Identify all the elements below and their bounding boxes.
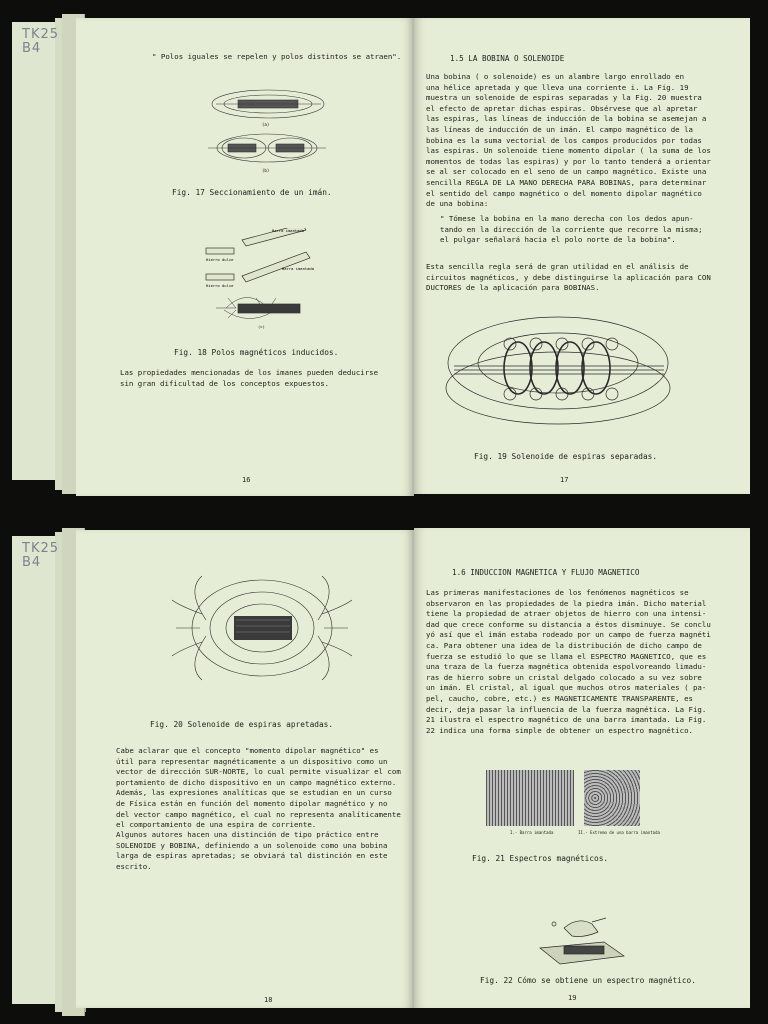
fig21-spectrum-bar-end [584,770,640,826]
fig18-induced-poles [76,228,414,338]
fig17-magnet-sections [76,82,414,192]
paragraph: Las propiedades mencionadas de los imanes pueden deducirse sin gran dificultad de los conceptos expuestos. [120,368,379,388]
page-number: 17 [560,476,569,484]
fig17-label-a: (a) [262,122,270,127]
fig20-caption: Fig. 20 Solenoide de espiras apretadas. [150,720,334,729]
top-spread [0,0,768,505]
paragraph: Esta sencilla regla será de gran utilidad en el análisis de circuitos magnéticos, y debe distinguirse la aplicación para CON DUCTORES de la aplicación para BOBINAS. [426,262,711,293]
fig19-solenoid-separated [414,308,750,438]
paragraph: Una bobina ( o solenoide) es un alambre largo enrollado en una hélice apretada y que lleva una corriente i. La Fig. 19 muestra un solenoide de espiras separadas y la Fig. 20 muestra el efecto de apretar dichas espiras. Obsérvese que al apretar las espiras, las líneas de inducción de la bobina se asemejan a las líneas de inducción de un imán. El campo magnético de la bobina es la suma vectorial de los campos producidos por todas las espiras. Un solenoide tiene momento dipolar ( la suma de los momentos de todas las espiras) y por lo tanto tenderá a orientar se al ser colocado en el seno de un campo magnético. Existe una sencilla REGLA DE LA MANO DERECHA PARA BOBINAS, para determinar el sentido del campo magnético o del momento dipolar magnético de una bobina: [426,72,711,209]
bottom-spread [0,520,768,1020]
pencil-call-number: TK25 B4 [22,541,60,570]
paragraph: Algunos autores hacen una distinción de tipo práctico entre SOLENOIDE y BOBINA, definiendo a un solenoide como una bobina larga de espiras apretadas; se obviará tal distinción en este escrito. [116,830,388,871]
fig21-sublabel: II.- Extremo de una barra imantada [578,830,660,835]
fig18-label-barra2: Barra imantada [282,266,315,271]
fig18-label-hierro1: Hierro dulce [206,257,234,262]
paragraph: Cabe aclarar que el concepto "momento dipolar magnético" es útil para representar magnéticamente a un dispositivo como un vector de dirección SUR-NORTE, lo cual permite visualizar el com portamiento de dicho dispositivo en un campo magnético externo. Además, las expresiones analíticas que se estudian en un curso de Física están en función del momento dipolar magnético y no del vector campo magnético, el cual no representa analíticamente el comportamiento de una espira de corriente. [116,746,401,830]
fig20-solenoid-tight [76,570,414,700]
page-number: 19 [568,994,577,1002]
pencil-call-number: TK25 B4 [22,27,60,56]
quote-text: " Polos iguales se repelen y polos distintos se atraen". [152,52,402,61]
fig18-label-c: (c) [258,324,265,329]
fig22-caption: Fig. 22 Cómo se obtiene un espectro magnético. [480,976,696,985]
fig17-label-b: (b) [262,168,270,173]
fig18-caption: Fig. 18 Polos magnéticos inducidos. [174,348,339,357]
rule-quote: " Tómese la bobina en la mano derecha con los dedos apun- tando en la dirección de la corriente que recorre la misma; el pulgar señalará hacia el polo norte de la bobina". [440,214,703,245]
paragraph: Las primeras manifestaciones de los fenómenos magnéticos se observaron en las propiedades de la piedra imán. Dicho material tiene la propiedad de atraer objetos de hierro con una intensi- dad que crece conforme su distancia a éstos disminuye. Se conclu yó así que el imán estaba rodeado por un campo de fuerza magnéti ca. Para obtener una idea de la distribución de dicho campo de fuerza se estudió lo que se llama el ESPECTRO MAGNETICO, que es una traza de la fuerza magnética obtenida espolvoreando limadu- ras de hierro sobre un cristal delgado colocado a su vez sobre un imán. El cristal, al igual que muchos otros materiales ( pa- pel, caucho, cobre, etc.) es MAGNETICAMENTE TRANSPARENTE, es decir, deja pasar la influencia de la fuerza magnética. La Fig. 21 ilustra el espectro magnético de una barra imantada. La Fig. 22 indica una forma simple de obtener un espectro magnético. [426,588,711,735]
fig21-sublabel: I.- Barra imantada [510,830,554,835]
page-19 [414,528,750,1008]
fig21-caption: Fig. 21 Espectros magnéticos. [472,854,609,863]
page-number: 16 [242,476,251,484]
page-number: 18 [264,996,273,1004]
fig18-label-hierro2: Hierro dulce [206,283,234,288]
fig21-spectrum-bar [486,770,574,826]
fig18-label-barra1: Barra imantada [272,228,305,233]
fig19-caption: Fig. 19 Solenoide de espiras separadas. [474,452,658,461]
page-16 [76,18,414,496]
fig22-spectrum-setup [414,898,750,978]
page-18 [76,530,414,1008]
fig17-caption: Fig. 17 Seccionamiento de un imán. [172,188,332,197]
section-heading: 1.5 LA BOBINA O SOLENOIDE [450,54,565,63]
page-17 [414,18,750,494]
section-heading: 1.6 INDUCCION MAGNETICA Y FLUJO MAGNETICO [452,568,640,577]
